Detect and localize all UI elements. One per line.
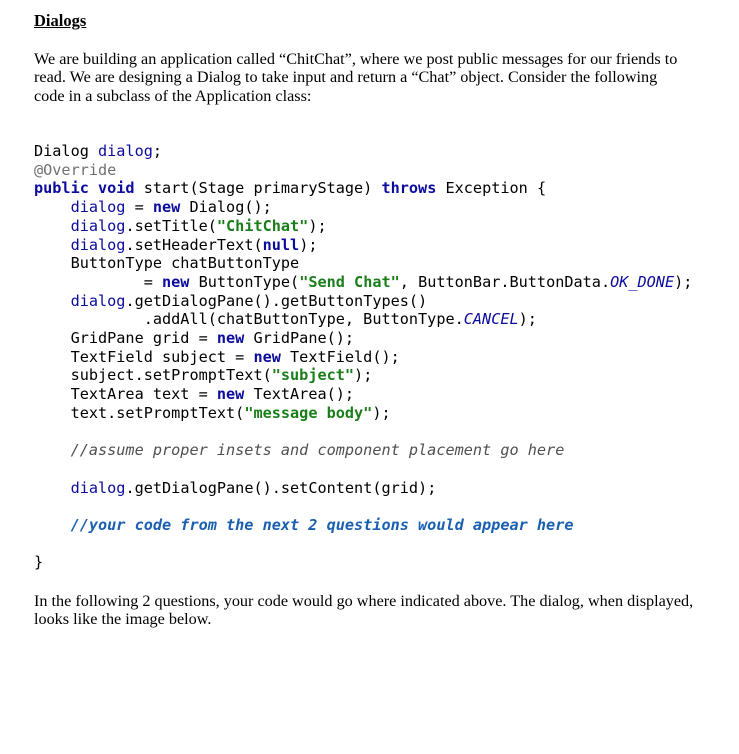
- code-token: new: [162, 272, 190, 291]
- code-line: [34, 366, 372, 385]
- code-token: .addAll(chatButtonType, ButtonType.: [34, 310, 464, 329]
- code-token: [34, 479, 71, 497]
- code-line: [34, 254, 299, 273]
- code-token: "message body": [244, 403, 373, 422]
- code-token: "Send Chat": [299, 272, 400, 291]
- code-token: );: [674, 272, 693, 291]
- code-token: .getDialogPane().getButtonTypes(): [125, 291, 428, 310]
- code-line: [34, 516, 573, 535]
- code-token: ;: [152, 142, 163, 160]
- code-token: );: [518, 310, 537, 329]
- code-line: [34, 553, 43, 572]
- code-token: throws: [381, 179, 437, 198]
- outro-line: In the following 2 questions, your code would go where indicated above. The dialog, when displayed,: [34, 592, 694, 610]
- outro-paragraph: [34, 592, 714, 629]
- code-line: [34, 273, 692, 292]
- code-token: dialog: [98, 142, 153, 160]
- code-token: dialog: [70, 478, 126, 497]
- code-token: new: [216, 329, 245, 347]
- code-line: [34, 179, 546, 198]
- code-line: [34, 348, 400, 367]
- code-token: TextField subject =: [34, 347, 254, 366]
- code-line: [34, 217, 327, 236]
- code-line: [34, 479, 436, 498]
- code-token: dialog: [70, 216, 126, 235]
- code-token: ButtonType chatButtonType: [34, 254, 300, 273]
- code-token: .setHeaderText(: [125, 235, 263, 254]
- code-token: start(Stage primaryStage): [134, 179, 382, 198]
- code-token: dialog: [70, 198, 126, 217]
- code-token: Dialog: [34, 142, 99, 160]
- code-token: );: [308, 216, 327, 235]
- code-line: [34, 310, 537, 329]
- intro-paragraph: [34, 50, 714, 105]
- code-line: [34, 385, 354, 404]
- code-line: [34, 161, 116, 180]
- code-token: CANCEL: [463, 310, 519, 329]
- code-token: TextArea();: [244, 385, 355, 404]
- code-token: [34, 198, 71, 216]
- code-token: ButtonType(: [189, 272, 300, 291]
- intro-line: We are building an application called “ChitChat”, where we post public messages for our friends to: [34, 50, 678, 68]
- code-token: TextArea text =: [34, 385, 217, 404]
- code-token: dialog: [70, 235, 126, 254]
- section-heading: Dialogs: [34, 11, 87, 30]
- code-token: public void: [34, 179, 135, 198]
- code-line: [34, 404, 391, 423]
- code-line: [34, 198, 272, 217]
- code-token: text.setPromptText(: [34, 403, 245, 422]
- code-token: );: [354, 366, 373, 385]
- code-token: "subject": [271, 366, 355, 385]
- code-token: .setTitle(: [125, 216, 217, 235]
- code-token: //assume proper insets and component placement go here: [34, 441, 565, 460]
- code-line: [34, 142, 162, 161]
- code-token: dialog: [70, 291, 126, 310]
- code-token: .getDialogPane().setContent(grid);: [125, 478, 437, 497]
- code-token: TextField();: [280, 347, 400, 366]
- code-token: =: [125, 198, 153, 217]
- code-token: }: [34, 553, 44, 572]
- code-token: null: [262, 235, 300, 254]
- code-token: new: [216, 385, 245, 404]
- intro-line: code in a subclass of the Application class:: [34, 86, 312, 105]
- code-line: [34, 441, 564, 460]
- code-line: [34, 329, 354, 348]
- intro-line: read. We are designing a Dialog to take input and return a “Chat” object. Consider the following: [34, 68, 658, 87]
- code-token: //your code from the next 2 questions would appear here: [34, 516, 574, 534]
- code-token: OK_DONE: [610, 272, 675, 291]
- code-token: subject.setPromptText(: [34, 366, 272, 385]
- code-token: @Override: [34, 160, 117, 179]
- code-line: [34, 292, 427, 311]
- code-line: [34, 236, 317, 255]
- code-token: GridPane();: [244, 329, 355, 347]
- code-token: );: [372, 403, 391, 422]
- code-token: [34, 217, 71, 235]
- code-token: Dialog();: [180, 198, 272, 217]
- code-token: GridPane grid =: [34, 329, 217, 347]
- code-token: [34, 292, 71, 310]
- outro-line: looks like the image below.: [34, 610, 212, 629]
- code-token: new: [152, 198, 181, 217]
- code-token: Exception {: [436, 179, 547, 198]
- code-token: [34, 236, 71, 254]
- code-token: , ButtonBar.ButtonData.: [399, 272, 611, 291]
- code-token: =: [34, 272, 163, 291]
- code-token: );: [299, 235, 318, 254]
- code-token: new: [253, 347, 281, 366]
- code-token: "ChitChat": [216, 216, 309, 235]
